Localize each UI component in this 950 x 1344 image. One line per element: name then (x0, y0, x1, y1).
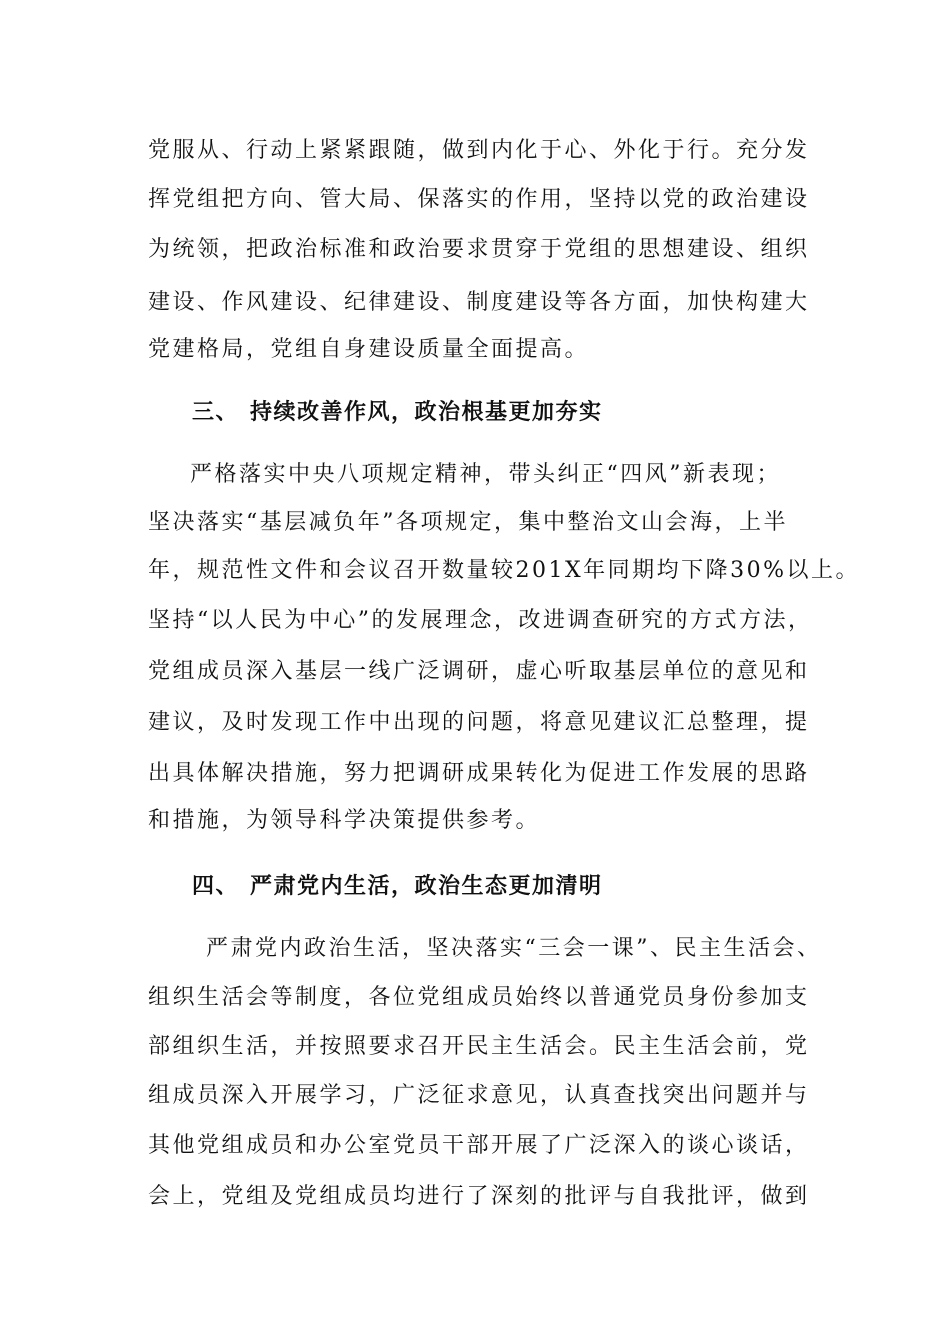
section-heading (192, 397, 603, 427)
paragraph-line: 为统领，把政治标准和政治要求贯穿于党组的思想建设、组织 (148, 237, 810, 262)
paragraph-line: 坚持“以人民为中心”的发展理念，改进调查研究的方式方法， (148, 608, 813, 633)
paragraph-line: 党组成员深入基层一线广泛调研，虚心听取基层单位的意见和 (148, 659, 810, 684)
section-title: 严肃党内生活，政治生态更加清明 (250, 873, 603, 899)
paragraph-line: 会上，党组及党组成员均进行了深刻的批评与自我批评，做到 (148, 1184, 810, 1209)
section-number: 三、 (192, 399, 240, 425)
paragraph-line: 组成员深入开展学习，广泛征求意见，认真查找突出问题并与 (148, 1083, 810, 1108)
paragraph-line: 其他党组成员和办公室党员干部开展了广泛深入的谈心谈话， (148, 1133, 810, 1158)
paragraph-line: 严肃党内政治生活，坚决落实“三会一课”、民主生活会、 (206, 936, 822, 961)
paragraph-line: 出具体解决措施，努力把调研成果转化为促进工作发展的思路 (148, 761, 810, 786)
paragraph-line: 部组织生活，并按照要求召开民主生活会。民主生活会前，党 (148, 1034, 810, 1059)
section-heading (192, 871, 603, 901)
paragraph-line: 建设、作风建设、纪律建设、制度建设等各方面，加快构建大 (148, 290, 810, 315)
paragraph-line: 和措施，为领导科学决策提供参考。 (148, 808, 541, 833)
paragraph-line: 党服从、行动上紧紧跟随，做到内化于心、外化于行。充分发 (148, 138, 810, 163)
paragraph-line: 严格落实中央八项规定精神，带头纠正“四风”新表现； (190, 462, 781, 487)
paragraph-line: 组织生活会等制度，各位党组成员始终以普通党员身份参加支 (148, 985, 810, 1010)
paragraph-line: 年，规范性文件和会议召开数量较201X年同期均下降30%以上。 (148, 558, 861, 583)
paragraph-line: 挥党组把方向、管大局、保落实的作用，坚持以党的政治建设 (148, 187, 810, 212)
paragraph-line: 党建格局，党组自身建设质量全面提高。 (148, 337, 590, 362)
paragraph-line: 坚决落实“基层减负年”各项规定，集中整治文山会海，上半 (148, 510, 788, 535)
section-title: 持续改善作风，政治根基更加夯实 (250, 399, 603, 425)
paragraph-line: 建议，及时发现工作中出现的问题，将意见建议汇总整理，提 (148, 710, 810, 735)
section-number: 四、 (192, 873, 240, 899)
